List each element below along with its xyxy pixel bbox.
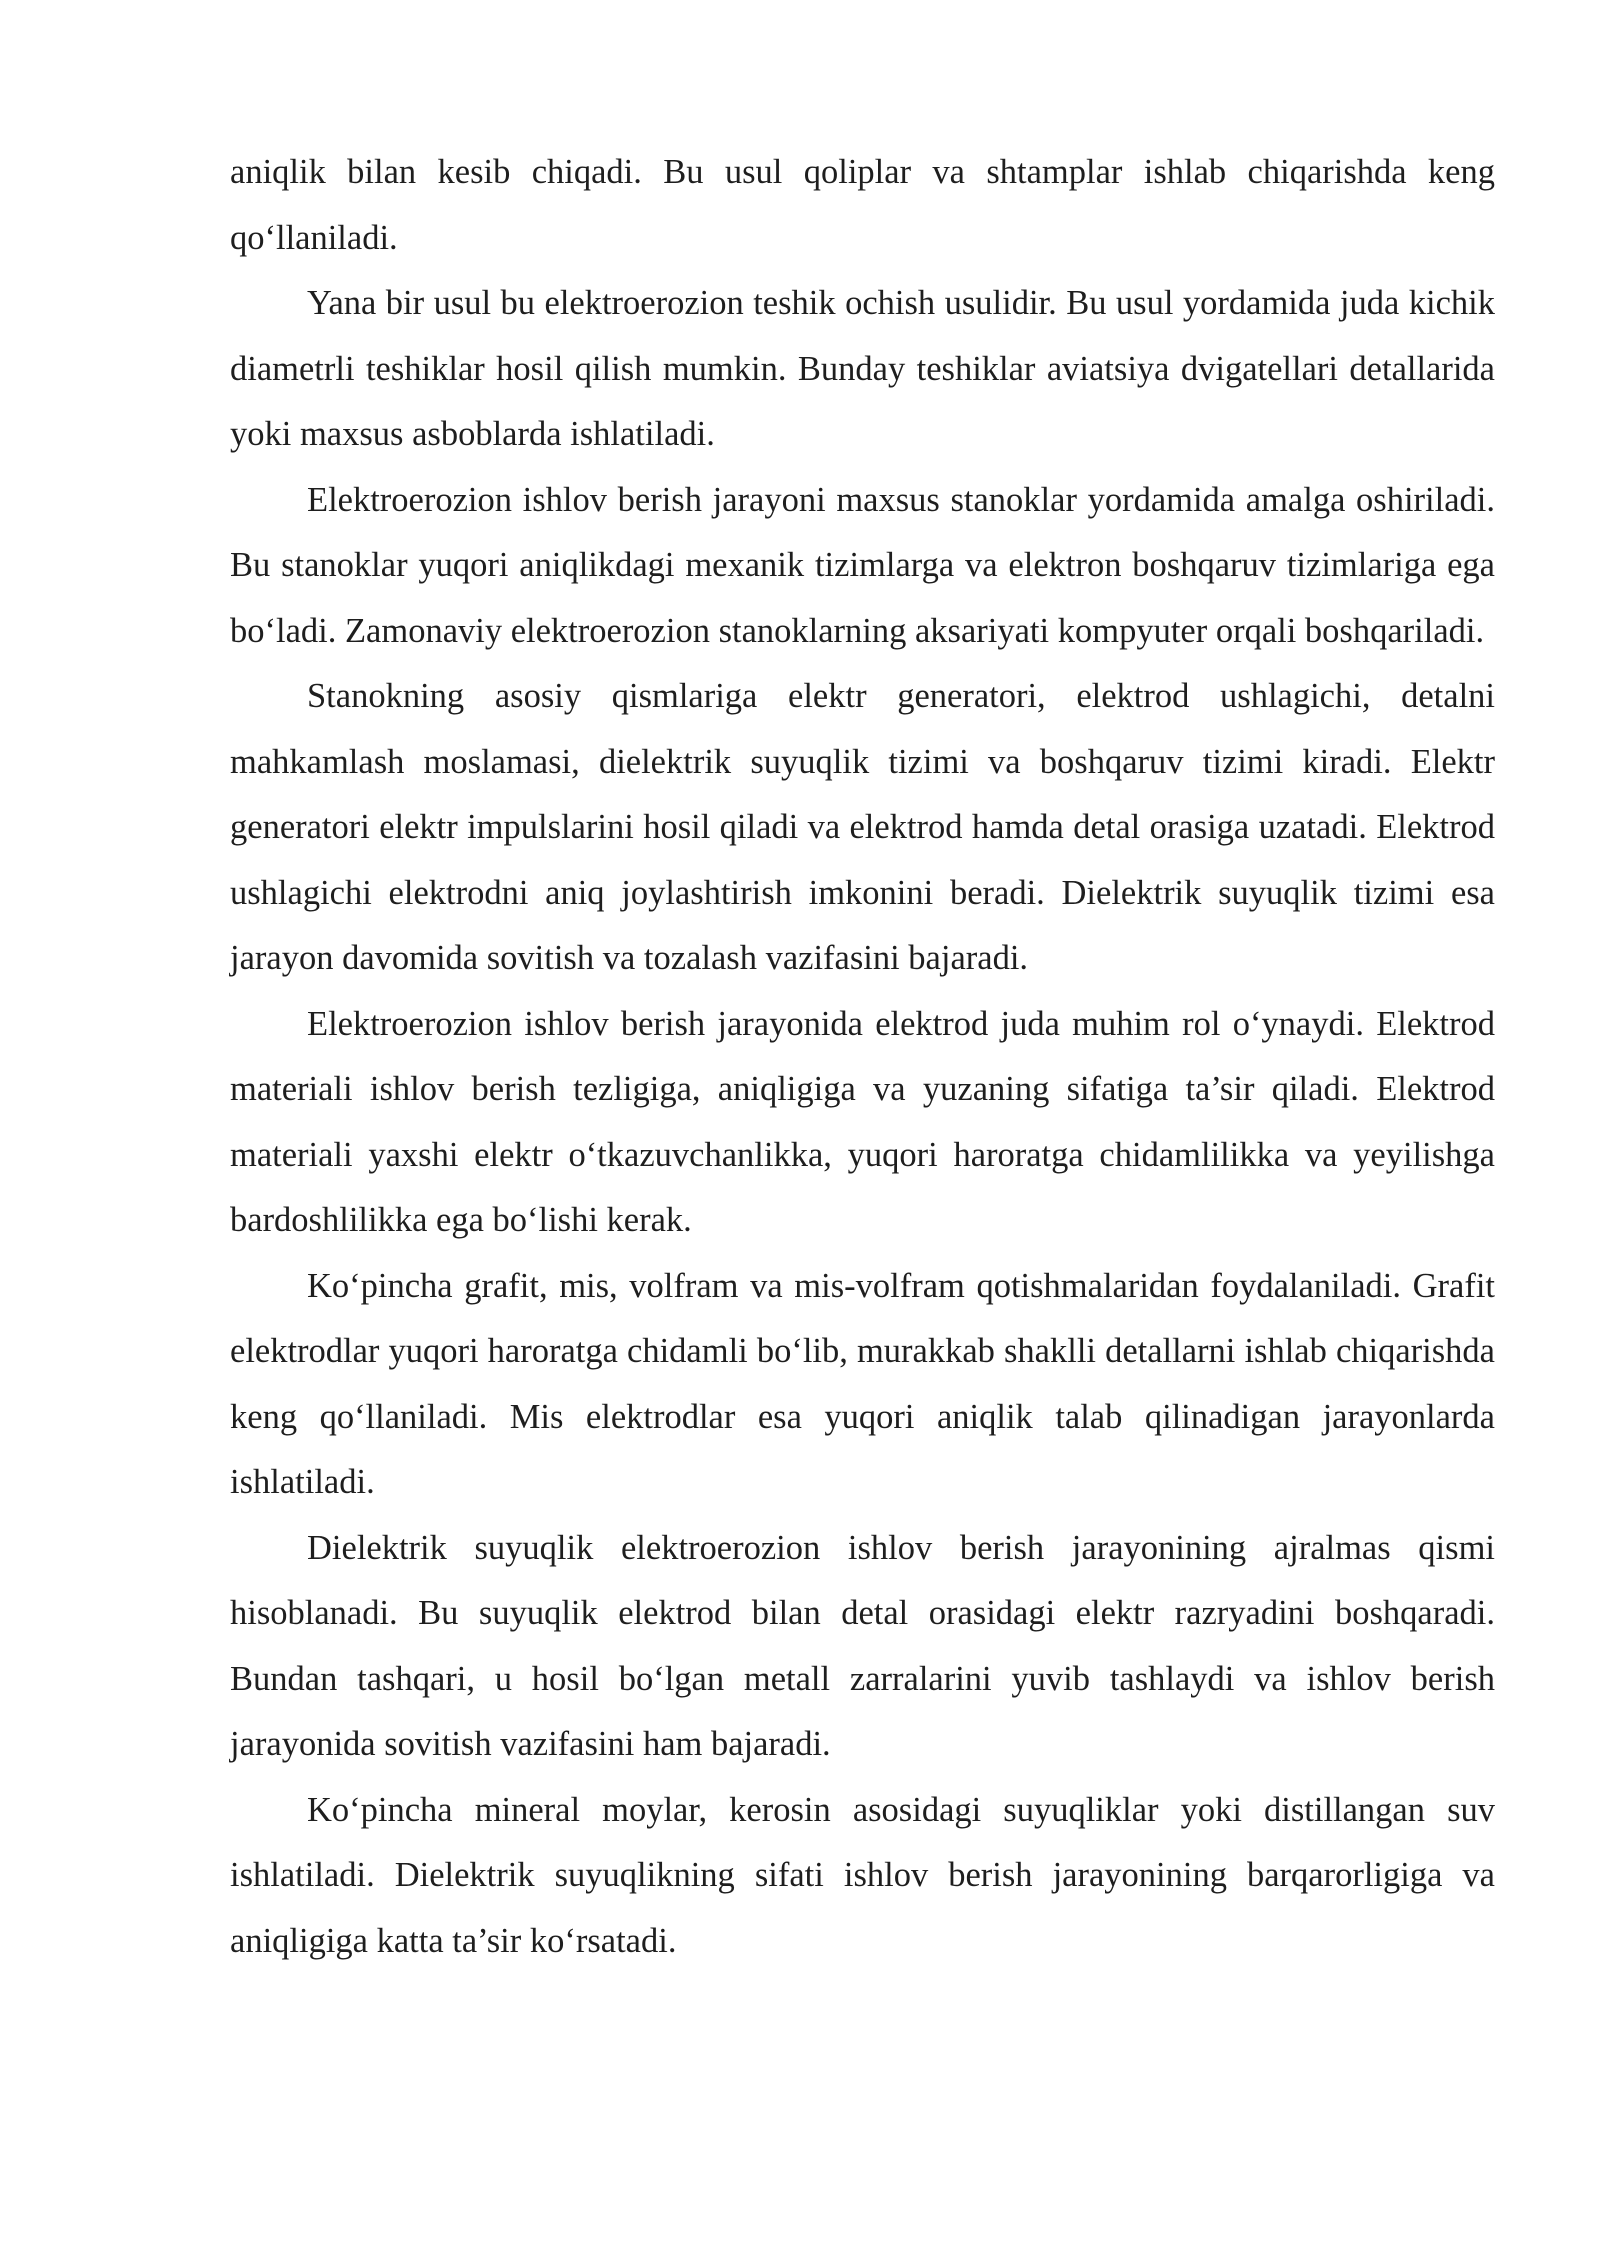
paragraph-electrode-materials: Ko‘pincha grafit, mis, volfram va mis-volfram qotishmalaridan foydalaniladi. Grafit elektrodlar yuqori haroratga chidamli bo‘lib, murakkab shaklli detallarni ishlab chiqarishda keng qo‘llaniladi. Mis elektrodlar esa yuqori aniqlik talab qilinadigan jarayonlarda ishlatiladi.: [230, 1266, 1495, 1501]
paragraph-machines: Elektroerozion ishlov berish jarayoni maxsus stanoklar yordamida amalga oshiriladi. Bu stanoklar yuqori aniqlikdagi mexanik tizimlarga va elektron boshqaruv tizimlariga ega bo‘ladi. Zamonaviy elektroerozion stanoklarning aksariyati kompyuter orqali boshqariladi.: [230, 480, 1495, 650]
paragraph-dielectric-fluid: Dielektrik suyuqlik elektroerozion ishlov berish jarayonining ajralmas qismi hisoblanadi. Bu suyuqlik elektrod bilan detal orasidagi elektr razryadini boshqaradi. Bundan tashqari, u hosil bo‘lgan metall zarralarini yuvib tashlaydi va ishlov berish jarayonida sovitish vazifasini ham bajaradi.: [230, 1528, 1495, 1763]
paragraph-electrode-role: Elektroerozion ishlov berish jarayonida elektrod juda muhim rol o‘ynaydi. Elektrod materiali ishlov berish tezligiga, aniqligiga va yuzaning sifatiga ta’sir qiladi. Elektrod materiali yaxshi elektr o‘tkazuvchanlikka, yuqori haroratga chidamlilikka va yeyilishga bardoshlilikka ega bo‘lishi kerak.: [230, 1004, 1495, 1239]
paragraph-machine-parts: Stanokning asosiy qismlariga elektr generatori, elektrod ushlagichi, detalni mahkamlash moslamasi, dielektrik suyuqlik tizimi va boshqaruv tizimi kiradi. Elektr generatori elektr impulslarini hosil qiladi va elektrod hamda detal orasiga uzatadi. Elektrod ushlagichi elektrodni aniq joylashtirish imkonini beradi. Dielektrik suyuqlik tizimi esa jarayon davomida sovitish va tozalash vazifasini bajaradi.: [230, 677, 1495, 977]
paragraph-continuation: aniqlik bilan kesib chiqadi. Bu usul qoliplar va shtamplar ishlab chiqarishda keng qo‘llaniladi.: [230, 153, 1495, 257]
paragraph-fluid-types: Ko‘pincha mineral moylar, kerosin asosidagi suyuqliklar yoki distillangan suv ishlatiladi. Dielektrik suyuqlikning sifati ishlov berish jarayonining barqarorligiga va aniqligiga katta ta’sir ko‘rsatadi.: [230, 1790, 1495, 1960]
paragraph-drilling-method: Yana bir usul bu elektroerozion teshik ochish usulidir. Bu usul yordamida juda kichik diametrli teshiklar hosil qilish mumkin. Bunday teshiklar aviatsiya dvigatellari detallarida yoki maxsus asboblarda ishlatiladi.: [230, 284, 1495, 453]
document-page: [230, 140, 1495, 1974]
